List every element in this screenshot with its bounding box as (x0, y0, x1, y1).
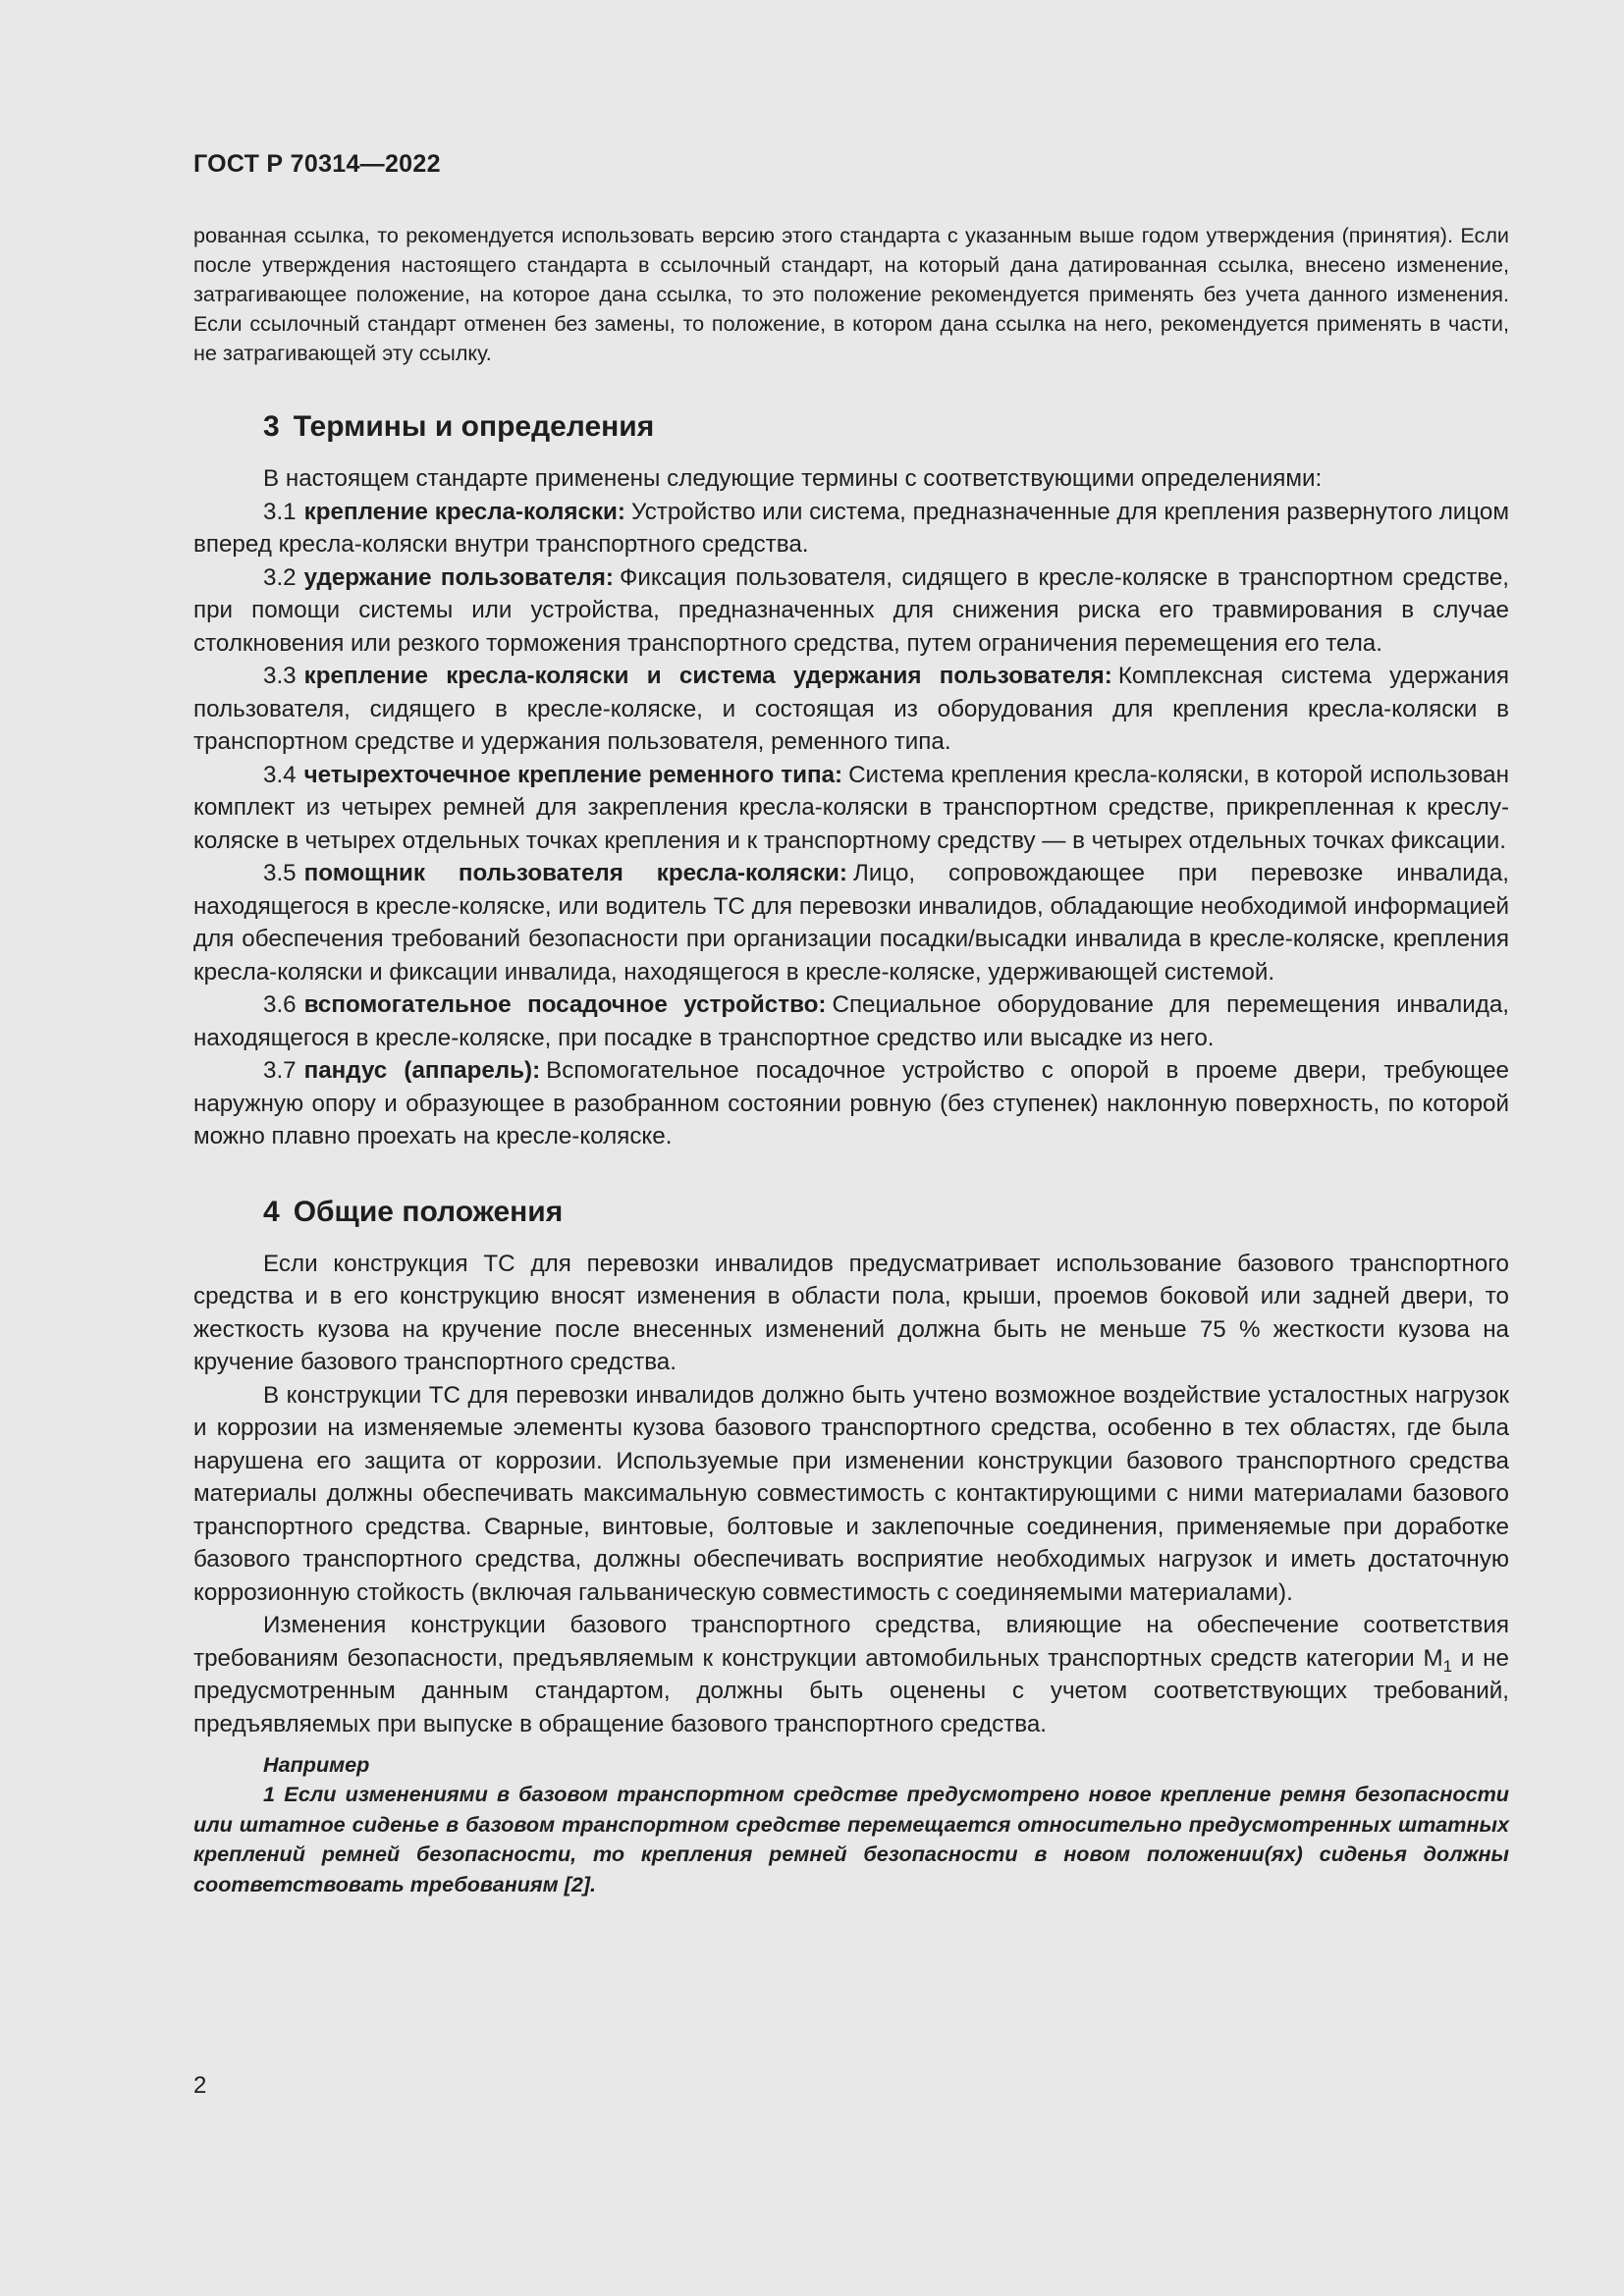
section-3-heading: Термины и определения (293, 410, 655, 443)
section-4-title (263, 1193, 1509, 1232)
section-4-number: 4 (263, 1195, 280, 1228)
term-3-5: 3.5 помощник пользователя кресла-коляски: Лицо, сопровождающее при перевозке инвалида, находящегося в кресле-коляске, или водитель ТС для перевозки инвалидов, обладающие необходимой информацией для обеспечения требований безопасности при организации посадки/высадки инвалида в кресле-коляске, крепления кресла-коляски и фиксации инвалида, находящегося в кресле-коляске, удерживающей системой. (193, 860, 1509, 986)
section-3-number: 3 (263, 410, 280, 443)
term-definition: Система крепления кресла-коляски, в которой использован комплект из четырех ремней для закрепления кресла-коляски в транспортном средстве, прикрепленная к креслу-коляске в четырех отдельных точках крепления и к транспортному средству — в четырех отдельных точках фиксации. (193, 761, 1509, 854)
term-definition: Устройство или система, предназначенные для крепления развернутого лицом вперед кресла-коляски внутри транспортного средства. (193, 498, 1509, 558)
term-name: вспомогательное посадочное устройство: (303, 991, 827, 1018)
section-4-paragraph-3: Изменения конструкции базового транспортного средства, влияющие на обеспечение соответствия требованиям безопасности, предъявляемым к конструкции автомобильных транспортных средств категории $М_1$ и не предусмотренным данным стандартом, должны быть оценены с учетом соответствующих требований, предъявляемых при выпуске в обращение базового транспортного средства. (193, 1612, 1509, 1737)
term-definition: Фиксация пользователя, сидящего в кресле-коляске в транспортном средстве, при помощи системы или устройства, предназначенных для снижения риска его травмирования в случае столкновения или резкого торможения транспортного средства, путем ограничения перемещения его тела. (193, 563, 1509, 657)
document-header: ГОСТ Р 70314—2022 (193, 150, 441, 178)
term-definition: Комплексная система удержания пользователя, сидящего в кресле-коляске, и состоящая из оборудования для крепления кресла-коляски в транспортном средстве и удержания пользователя, ременного типа. (193, 663, 1509, 755)
section-4-paragraph-2: В конструкции ТС для перевозки инвалидов должно быть учтено возможное воздействие усталостных нагрузок и коррозии на изменяемые элементы кузова базового транспортного средства, особенно в тех областях, где была нарушена его защита от коррозии. Используемые при изменении конструкции базового транспортного средства материалы должны обеспечивать максимальную совместимость с контактирующими с ними материалами базового транспортного средства. Сварные, винтовые, болтовые и заклепочные соединения, применяемые при доработке базового транспортного средства, должны обеспечивать восприятие необходимых нагрузок и иметь достаточную коррозионную стойкость (включая гальваническую совместимость с соединяемыми материалами). (193, 1381, 1509, 1606)
term-definition: Вспомогательное посадочное устройство с опорой в проеме двери, требующее наружную опору и образующее в разобранном состоянии ровную (без ступенек) наклонную поверхность, по которой можно плавно проехать на кресле-коляске. (193, 1057, 1509, 1149)
intro-paragraph: рованная ссылка, то рекомендуется использовать версию этого стандарта с указанным выше годом утверждения (принятия). Если после утверждения настоящего стандарта в ссылочный стандарт, на который дана датированная ссылка, внесено изменение, затрагивающее положение, на которое дана ссылка, то это положение рекомендуется применять без учета данного изменения. Если ссылочный стандарт отменен без замены, то положение, в котором дана ссылка на него, рекомендуется применять в части, не затрагивающей эту ссылку. (193, 223, 1509, 365)
term-definition: Специальное оборудование для перемещения инвалида, находящегося в кресле-коляске, при посадке в транспортное средство или высадке из него. (193, 991, 1509, 1051)
page-number: 2 (193, 2072, 207, 2099)
term-name: четырехточечное крепление ременного типа: (303, 761, 843, 788)
term-definition: Лицо, сопровождающее при перевозке инвалида, находящегося в кресле-коляске, или водитель ТС для перевозки инвалидов, обладающие необходимой информацией для обеспечения требований безопасности при организации посадки/высадки инвалида в кресле-коляске, крепления кресла-коляски и фиксации инвалида, находящегося в кресле-коляске, удерживающей системой. (193, 860, 1509, 986)
term-name: помощник пользователя кресла-коляски: (303, 860, 847, 886)
section-3-lead: В настоящем стандарте применены следующие термины с соответствующими определениями: (263, 465, 1323, 492)
term-name: пандус (аппарель): (303, 1057, 541, 1084)
section-3-title (263, 407, 1509, 447)
term-name: крепление кресла-коляски: (303, 498, 625, 525)
term-name: удержание пользователя: (303, 563, 614, 591)
section-4-heading: Общие положения (293, 1195, 564, 1228)
term-3-3: 3.3 крепление кресла-коляски и система удержания пользователя: Комплексная система удержания пользователя, сидящего в кресле-коляске, и состоящая из оборудования для крепления кресла-коляски в транспортном средстве и удержания пользователя, ременного типа. (193, 663, 1509, 755)
term-name: крепление кресла-коляски и система удержания пользователя: (303, 663, 1112, 689)
term-3-1: 3.1 крепление кресла-коляски: Устройство или система, предназначенные для крепления развернутого лицом вперед кресла-коляски внутри транспортного средства. (193, 498, 1509, 558)
section-4-paragraph-1: Если конструкция ТС для перевозки инвалидов предусматривает использование базового транспортного средства и в его конструкцию вносят изменения в области пола, крыши, проемов боковой или задней двери, то жесткость кузова на кручение после внесенных изменений должна быть не меньше 75 % жесткости кузова на кручение базового транспортного средства. (193, 1250, 1509, 1375)
example-text: 1 Если изменениями в базовом транспортном средстве предусмотрено новое крепление ремня безопасности или штатное сиденье в базовом транспортном средстве перемещается относительно предусмотренных штатных креплений ремней безопасности, то крепления ремней безопасности в новом положении(ях) сиденья должны соответствовать требованиям [2]. (193, 1782, 1509, 1896)
term-3-2: 3.2 удержание пользователя: Фиксация пользователя, сидящего в кресле-коляске в транспортном средстве, при помощи системы или устройства, предназначенных для снижения риска его травмирования в случае столкновения или резкого торможения транспортного средства, путем ограничения перемещения его тела. (193, 563, 1509, 657)
term-3-4: 3.4 четырехточечное крепление ременного типа: Система крепления кресла-коляски, в которой использован комплект из четырех ремней для закрепления кресла-коляски в транспортном средстве, прикрепленная к креслу-коляске в четырех отдельных точках крепления и к транспортному средству — в четырех отдельных точках фиксации. (193, 761, 1509, 854)
subscript-index: 1 (1442, 1656, 1453, 1676)
term-3-6: 3.6 вспомогательное посадочное устройство: Специальное оборудование для перемещения инвалида, находящегося в кресле-коляске, при посадке в транспортное средство или высадке из него. (193, 991, 1509, 1051)
example-label: Например (263, 1752, 370, 1777)
term-3-7: 3.7 пандус (аппарель): Вспомогательное посадочное устройство с опорой в проеме двери, требующее наружную опору и образующее в разобранном состоянии ровную (без ступенек) наклонную поверхность, по которой можно плавно проехать на кресле-коляске. (193, 1057, 1509, 1149)
